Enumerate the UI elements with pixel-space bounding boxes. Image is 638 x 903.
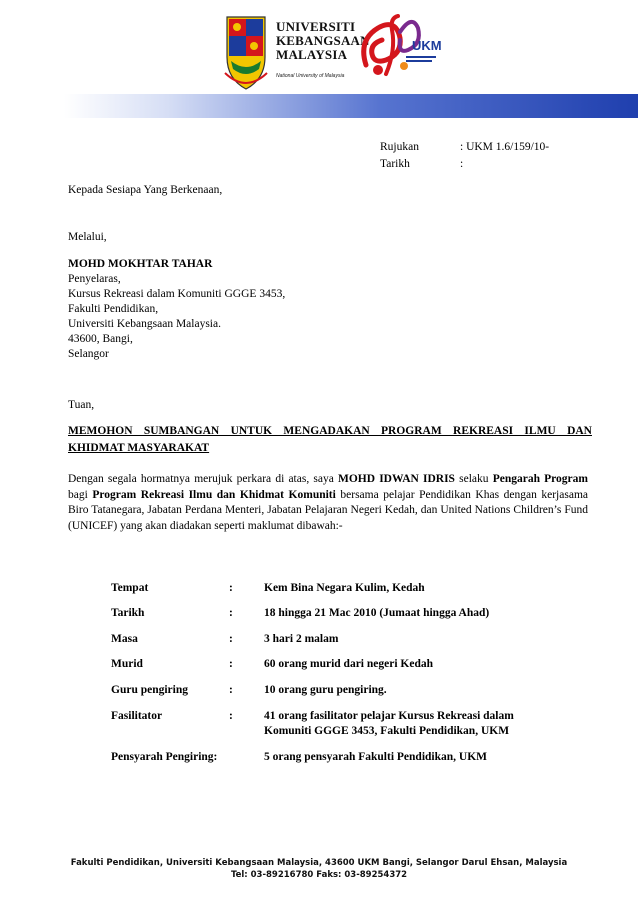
recipient-address: [68, 257, 428, 362]
recipient-line: Selangor: [68, 348, 109, 360]
ukm-anniversary-logo: [356, 10, 442, 90]
letter-subject: MEMOHON SUMBANGAN UNTUK MENGADAKAN PROGRAM REKREASI ILMU DAN KHIDMAT MASYARAKAT: [68, 425, 592, 454]
para-text: Dengan segala hormatnya merujuk perkara di atas, saya: [68, 473, 338, 485]
university-name-line2: KEBANGSAAN: [276, 33, 370, 48]
detail-label: Murid: [111, 658, 143, 670]
para-text: selaku: [454, 473, 493, 485]
recipient-line: Kursus Rekreasi dalam Komuniti GGGE 3453,: [68, 288, 286, 300]
detail-colon: :: [229, 607, 233, 619]
footer-contact: Tel: 03-89216780 Faks: 03-89254372: [230, 870, 408, 880]
body-paragraph: [68, 472, 588, 534]
recipient-line: Universiti Kebangsaan Malaysia.: [68, 318, 221, 330]
para-text: bersama pelajar Pendidikan Khas dengan kerjasama Biro Tatanegara, Jabatan Perdana Menteri, Jabatan Pelajaran Negeri Kedah, dan United Nations Children’s Fund (UNICEF) yang akan diadakan seperti maklumat dibawah:-: [68, 488, 588, 532]
para-text: bagi: [68, 488, 93, 501]
para-bold-program: Program Rekreasi Ilmu dan Khidmat Komuniti: [92, 488, 336, 501]
para-bold-role: Pengarah Program: [492, 473, 588, 485]
detail-value: 10 orang guru pengiring.: [264, 684, 387, 696]
greeting: Tuan,: [68, 399, 95, 411]
tarikh-label: Tarikh: [380, 158, 410, 170]
detail-value: 3 hari 2 malam: [264, 633, 339, 645]
para-bold-name: MOHD IDWAN IDRIS: [337, 473, 455, 485]
recipient-line: Penyelaras,: [68, 273, 121, 285]
detail-value: 60 orang murid dari negeri Kedah: [264, 658, 433, 670]
ukm-crest-logo: [221, 13, 271, 93]
detail-label: Tempat: [111, 582, 149, 594]
recipient-line: Fakulti Pendidikan,: [68, 303, 159, 315]
detail-value: 18 hingga 21 Mac 2010 (Jumaat hingga Ahad): [264, 607, 490, 619]
detail-value-continued: Komuniti GGGE 3453, Fakulti Pendidikan, UKM: [264, 725, 510, 737]
footer-address: Fakulti Pendidikan, Universiti Kebangsaan Malaysia, 43600 UKM Bangi, Selangor Darul Ehsan, Malaysia: [70, 858, 568, 868]
detail-colon: :: [229, 684, 233, 696]
university-name-line3: MALAYSIA: [276, 47, 348, 62]
detail-value: Kem Bina Negara Kulim, Kedah: [264, 582, 425, 594]
salutation-to: Kepada Sesiapa Yang Berkenaan,: [68, 184, 223, 196]
tarikh-value: :: [460, 158, 464, 170]
detail-value: 41 orang fasilitator pelajar Kursus Rekreasi dalam: [264, 710, 514, 722]
rujukan-value: : UKM 1.6/159/10-: [460, 141, 550, 153]
header-bar: [64, 94, 638, 118]
detail-label: Masa: [111, 633, 138, 645]
detail-colon: :: [229, 633, 233, 645]
detail-colon: :: [229, 582, 233, 594]
university-name-line1: UNIVERSITI: [276, 19, 356, 34]
rujukan-label: Rujukan: [380, 141, 419, 153]
recipient-line: 43600, Bangi,: [68, 333, 133, 345]
detail-label: Pensyarah Pengiring:: [111, 751, 218, 763]
detail-value: 5 orang pensyarah Fakulti Pendidikan, UKM: [264, 751, 488, 763]
university-subtitle: National University of Malaysia: [276, 73, 345, 79]
detail-label: Fasilitator: [111, 710, 163, 722]
detail-label: Guru pengiring: [111, 684, 189, 696]
anniversary-ukm-text: UKM: [412, 38, 442, 53]
detail-colon: :: [229, 658, 233, 670]
detail-colon: :: [229, 710, 233, 722]
recipient-name: MOHD MOKHTAR TAHAR: [68, 258, 213, 270]
detail-label: Tarikh: [111, 607, 145, 619]
via-line: Melalui,: [68, 231, 107, 243]
